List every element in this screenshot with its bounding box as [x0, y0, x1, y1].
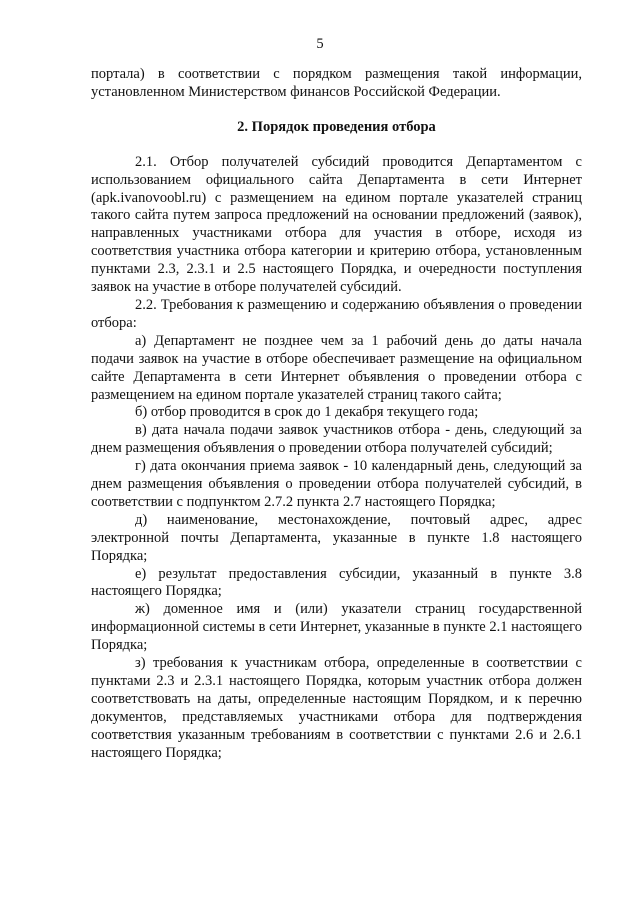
list-item-a: а) Департамент не позднее чем за 1 рабочий день до даты начала подачи заявок на участие в отборе обеспечивает размещение на официальном сайте Департамента в сети Интернет объявления о проведении отбора с размещением на едином портале указателей страниц такого сайта;: [91, 332, 582, 403]
intro-paragraph: портала) в соответствии с порядком размещения такой информации, установленном Министерством финансов Российской Федерации.: [91, 66, 582, 100]
page-number: 5: [316, 36, 324, 52]
paragraph-2-1: 2.1. Отбор получателей субсидий проводится Департаментом с использованием официального сайта Департамента в сети Интернет (apk.ivanovoobl.ru) с размещением на едином портале указателей страниц такого сайта путем запроса предложений на основании предложений (заявок), направленных участниками отбора для участия в отборе, исходя из соответствия участника отбора категории и критерию отбора, установленным пунктами 2.3, 2.3.1 и 2.5 настоящего Порядка, и очередности поступления заявок на участие в отборе получателей субсидий.: [91, 153, 582, 296]
list-item-e: е) результат предоставления субсидии, указанный в пункте 3.8 настоящего Порядка;: [91, 565, 582, 600]
list-item-d: д) наименование, местонахождение, почтовый адрес, адрес электронной почты Департамента, указанные в пункте 1.8 настоящего Порядка;: [91, 511, 582, 564]
list-item-v: в) дата начала подачи заявок участников отбора - день, следующий за днем размещения объявления о проведении отбора получателей субсидий;: [91, 422, 582, 457]
document-body: [91, 66, 582, 763]
list-item-g: г) дата окончания приема заявок - 10 календарный день, следующий за днем размещения объявления о проведении отбора получателей субсидий, в соответствии с подпунктом 2.7.2 пункта 2.7 настоящего Порядка;: [91, 458, 582, 510]
list-item-zh: ж) доменное имя и (или) указатели страниц государственной информационной системы в сети Интернет, указанные в пункте 2.1 настоящего Порядка;: [91, 601, 582, 654]
section-heading: 2. Порядок проведения отбора: [237, 118, 436, 135]
paragraph-2-2: 2.2. Требования к размещению и содержанию объявления о проведении отбора:: [91, 296, 582, 331]
list-item-b: б) отбор проводится в срок до 1 декабря текущего года;: [135, 404, 479, 421]
list-item-z: з) требования к участникам отбора, определенные в соответствии с пунктами 2.3 и 2.3.1 настоящего Порядка, которым участник отбора должен соответствовать на даты, определенные настоящим Порядком, и к перечню документов, представляемых участниками отбора для подтверждения соответствия указанным требованиям в соответствии с пунктами 2.6 и 2.6.1 настоящего Порядка;: [91, 655, 582, 761]
